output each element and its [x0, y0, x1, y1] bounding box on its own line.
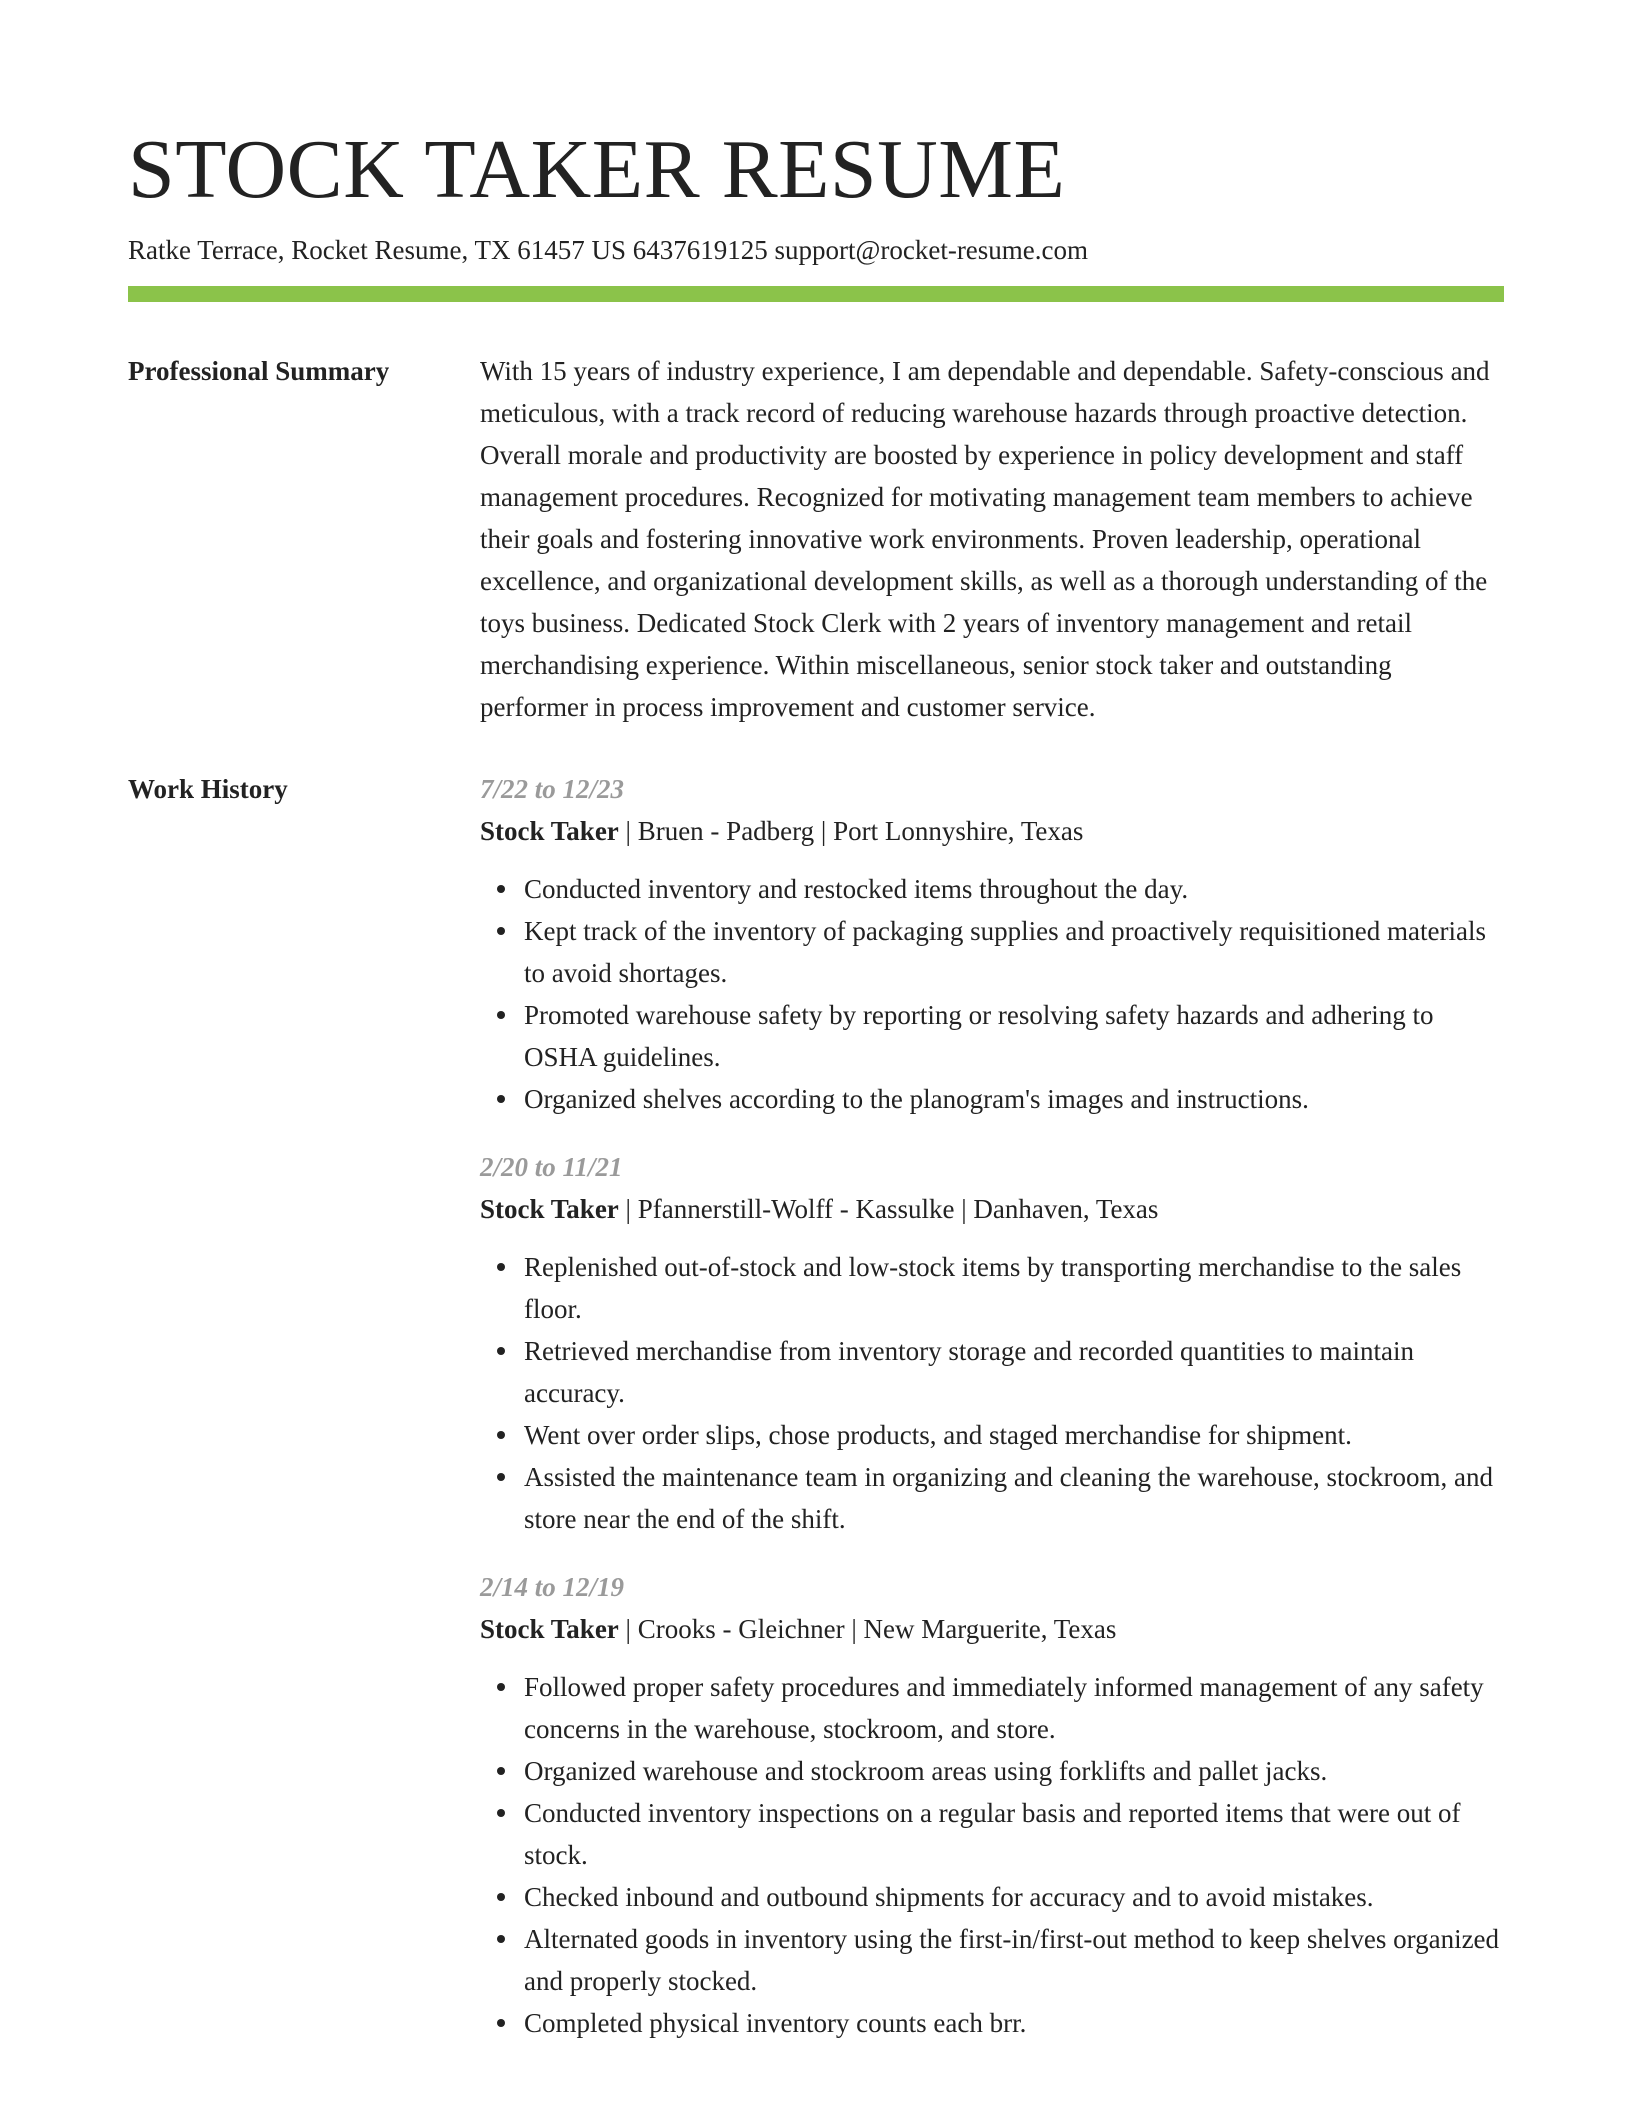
- job-details: | Pfannerstill-Wolff - Kassulke | Danhaven, Texas: [618, 1194, 1159, 1224]
- summary-text: With 15 years of industry experience, I am dependable and dependable. Safety-conscious and meticulous, with a track record of reducing warehouse hazards through proactive detection. Overall morale and productivity are boosted by experience in policy development and staff management procedures. Recognized for motivating management team members to achieve their goals and fostering innovative work environments. Proven leadership, operational excellence, and organizational development skills, as well as a thorough understanding of the toys business. Dedicated Stock Clerk with 2 years of inventory management and retail merchandising experience. Within miscellaneous, senior stock taker and outstanding performer in process improvement and customer service.: [480, 356, 1490, 722]
- job-heading: [480, 1608, 1504, 1650]
- job-title: Stock Taker: [480, 1194, 619, 1224]
- job-entry: [480, 1146, 1504, 1540]
- section-label-work-history: Work History: [128, 774, 288, 804]
- job-bullet: Retrieved merchandise from inventory storage and recorded quantities to maintain accuracy.: [480, 1330, 1504, 1414]
- accent-divider: [128, 286, 1504, 302]
- job-bullet: Alternated goods in inventory using the first-in/first-out method to keep shelves organized and properly stocked.: [480, 1918, 1504, 2002]
- job-bullet: Organized warehouse and stockroom areas using forklifts and pallet jacks.: [480, 1750, 1504, 1792]
- section-label-summary: Professional Summary: [128, 356, 390, 386]
- job-details: | Bruen - Padberg | Port Lonnyshire, Texas: [618, 816, 1084, 846]
- work-history-list: [480, 768, 1504, 2070]
- resume-title: STOCK TAKER RESUME: [128, 123, 1066, 216]
- job-heading: [480, 810, 1504, 852]
- job-entry: [480, 768, 1504, 1120]
- job-bullet: Promoted warehouse safety by reporting or resolving safety hazards and adhering to OSHA guidelines.: [480, 994, 1504, 1078]
- job-bullet: Assisted the maintenance team in organizing and cleaning the warehouse, stockroom, and store near the end of the shift.: [480, 1456, 1504, 1540]
- resume-page: [128, 118, 1504, 2070]
- job-details: | Crooks - Gleichner | New Marguerite, Texas: [618, 1614, 1117, 1644]
- work-history-section: [128, 768, 1504, 2070]
- job-title: Stock Taker: [480, 816, 619, 846]
- job-bullets: [480, 1666, 1504, 2044]
- job-title: Stock Taker: [480, 1614, 619, 1644]
- job-bullet: Conducted inventory and restocked items throughout the day.: [480, 868, 1504, 910]
- job-bullet: Completed physical inventory counts each brr.: [480, 2002, 1504, 2044]
- contact-line: Ratke Terrace, Rocket Resume, TX 61457 US 6437619125 support@rocket-resume.com: [128, 235, 1089, 265]
- job-dates: 7/22 to 12/23: [480, 774, 625, 804]
- job-bullets: [480, 868, 1504, 1120]
- job-entry: [480, 1566, 1504, 2044]
- job-bullet: Organized shelves according to the planogram's images and instructions.: [480, 1078, 1504, 1120]
- job-bullet: Followed proper safety procedures and immediately informed management of any safety concerns in the warehouse, stockroom, and store.: [480, 1666, 1504, 1750]
- job-bullet: Went over order slips, chose products, and staged merchandise for shipment.: [480, 1414, 1504, 1456]
- job-dates: 2/14 to 12/19: [480, 1572, 625, 1602]
- job-bullets: [480, 1246, 1504, 1540]
- professional-summary-section: [128, 350, 1504, 728]
- job-bullet: Conducted inventory inspections on a regular basis and reported items that were out of stock.: [480, 1792, 1504, 1876]
- job-bullet: Checked inbound and outbound shipments for accuracy and to avoid mistakes.: [480, 1876, 1504, 1918]
- job-bullet: Replenished out-of-stock and low-stock items by transporting merchandise to the sales floor.: [480, 1246, 1504, 1330]
- job-heading: [480, 1188, 1504, 1230]
- job-bullet: Kept track of the inventory of packaging supplies and proactively requisitioned materials to avoid shortages.: [480, 910, 1504, 994]
- job-dates: 2/20 to 11/21: [480, 1152, 623, 1182]
